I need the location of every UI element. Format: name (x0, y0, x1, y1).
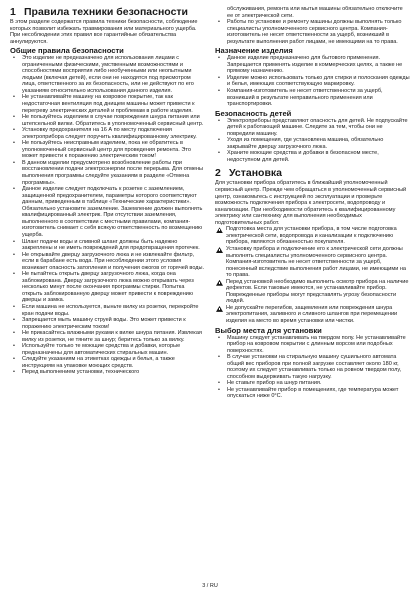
page-number: 3 / RU (202, 583, 218, 589)
right-column (215, 6, 410, 581)
list-item: • Это изделие не предназначено для использования лицами с ограниченными физическими, умственными возможностями и способностями восприятия либо необученными или неопытными людьми (включая детей), если они не находятся под присмотром лица, ответственного за их безопасность, или не действуют по его указаниям относительно использования данного изделия. (10, 55, 205, 94)
list-item: • Если машина не используется, выньте вилку из розетки, перекройте кран подачи воды. (10, 304, 205, 317)
list-item-continued: обслуживания, ремонта или мытья машины обязательно отключите ее от электрической сети. (227, 6, 403, 19)
section-1-title: 1 Правила техники безопасности (10, 6, 189, 18)
location-list (215, 335, 410, 400)
section-2-intro: Для установки прибора обратитесь в ближайший уполномоченный сервисный центр. Прежде чем обращаться в уполномоченный сервисный центр, ознакомьтесь с инструкцией по эксплуатации и проверьте возможность подключения прибора к электросети, водопроводу и канализации. При необходимости обратитесь к квалифицированному электрику или сантехнику для выполнения необходимых подготовительных работ. (215, 180, 407, 226)
list-item: • Машину следует устанавливать на твердом полу. Не устанавливайте прибор на ковровом покрытии с длинным ворсом или подобных поверхностях. (215, 335, 410, 355)
installation-note: Установку прибора и подключение его к электрической сети должны выполнять специалисты уполномоченного сервисного центра. Компания-изготовитель не несет ответственности за ущерб, понесенный вследствие выполнения работ лицами, не имеющими на то права. (215, 246, 410, 279)
general-safety-list (10, 55, 205, 376)
list-item: • В данном изделии предусмотрено возобновление работы при восстановлении подачи электроэнергии после перерыва. Для отмены выполнения программы следуйте указаниям в разделе «Отмена программы». (10, 160, 205, 186)
warning-icon (216, 280, 223, 286)
list-item: • Данное изделие следует подключать к розетке с заземлением, защищенной предохранителем, параметры которого соответствуют данным, приведенным в таблице «Технические характеристики». Обязательно установите заземление. Заземление должен выполнять квалифицированный электрик. При отсутствии заземления, выполненного в соответствии с местными правилами, компания-изготовитель снимает с себя всякую ответственность по возмещению ущерба. (10, 186, 205, 238)
list-item: • Следуйте указаниям на этикетках одежды и белья, а также инструкциям на упаковке моющих средств. (10, 356, 205, 369)
list-item: • Установку предохранителя на 16 А по месту подключения электроприбора следует поручить квалифицированному электрику. (10, 127, 205, 140)
list-item: • Не прикасайтесь влажными руками к вилке шнура питания. Извлекая вилку из розетки, не тяните за шнур; беритесь только за вилку. (10, 330, 205, 343)
list-item: • Не устанавливайте машину на ковровое покрытие, так как недостаточная вентиляция под днищем машины может привести к перегреву электрических деталей и проблемам в работе изделия. (10, 94, 205, 114)
list-item: • Не открывайте дверцу загрузочного люка и не извлекайте фильтр, если в барабане есть вода. При несоблюдении этого условия возникает опасность затопления и получения ожогов от горячей воды. (10, 252, 205, 272)
location-heading: Выбор места для установки (215, 325, 322, 335)
list-item: • Электроприборы представляют опасность для детей. Не подпускайте детей к работающей машине. Следите за тем, чтобы они не повредили машину. (215, 118, 410, 138)
purpose-list (215, 55, 410, 107)
child-safety-heading: Безопасность детей (215, 108, 292, 118)
list-item: • Не устанавливайте прибор в помещениях, где температура может опускаться ниже 0°C. (215, 387, 410, 400)
general-safety-heading: Общие правила безопасности (10, 46, 124, 56)
purpose-heading: Назначение изделия (215, 46, 293, 56)
list-item: • Не пытайтесь открыть дверцу загрузочного люка, когда она заблокирована. Дверцу загрузочного люка можно открывать через несколько минут после окончания программы стирки. Попытка открыть заблокированную дверцу может привести к повреждению дверцы и замка. (10, 271, 205, 304)
list-item: • В случае установки на стиральную машину сушильного автомата общий вес приборов при полной загрузке составляет около 180 кг, поэтому их следует устанавливать только на ровном твердом полу, способном выдерживать такую нагрузку. (215, 354, 410, 380)
section-2-title: 2 Установка (215, 167, 282, 180)
section-1-intro: В этом разделе содержатся правила техники безопасности, соблюдение которых позволит избежать травмирования или материального ущерба. При несоблюдении этих правил все гарантийные обязательства аннулируются. (10, 19, 198, 45)
warning-icon (216, 247, 223, 253)
list-item: • Запрещается мыть машину струей воды. Это может привести к поражению электрическим током! (10, 317, 205, 330)
child-safety-list (215, 118, 410, 164)
list-item: • Не пользуйтесь изделием в случае повреждения шнура питания или штепсельной вилки. Обратитесь в уполномоченный сервисный центр. (10, 114, 205, 127)
installation-note: Подготовка места для установки прибора, в том числе подготовка электрической сети, водопровода и канализации к подключению прибора, являются обязанностью покупателя. (215, 226, 410, 246)
list-item: • Перед выполнением установки, технического (10, 369, 205, 376)
list-item: • Уходя из помещения, где установлена машина, обязательно закрывайте дверцу загрузочного люка. (215, 137, 410, 150)
list-item: • Работы по установке и ремонту машины должны выполнять только специалисты уполномоченного сервисного центра. Компания-изготовитель не несет ответственности за ущерб, возникший в результате выполнения работ лицами, не имеющими на то права. (215, 19, 410, 45)
list-item: • Компания-изготовитель не несет ответственности за ущерб, возникший в результате неправильного применения или транспортировки. (215, 88, 410, 108)
left-column (10, 6, 205, 581)
list-item: • Не ставьте прибор на шнур питания. (215, 380, 410, 387)
list-item: • Используйте только те моющие средства и добавки, которые предназначены для автоматических стиральных машин. (10, 343, 205, 356)
installation-note: Перед установкой необходимо выполнить осмотр прибора на наличие дефектов. Если таковые имеются, не устанавливайте прибор. Поврежденные приборы могут представлять угрозу безопасности людей. (215, 279, 410, 305)
list-item: • Изделие можно использовать только для стирки и полоскания одежды и белья, имеющих соответствующую маркировку. (215, 75, 410, 88)
list-item: • Данное изделие предназначено для бытового применения. Запрещается применять изделие в коммерческих целях, а также не прямому назначению. (215, 55, 410, 75)
warning-icon (216, 227, 223, 233)
list-item: • Не пользуйтесь неисправным изделием, пока не обратитесь в уполномоченный сервисный центр для проведения ремонта. Это может привести к поражению электрическим током! (10, 140, 205, 160)
list-item: • Шланг подачи воды и сливной шланг должны быть надежно закреплены и не иметь повреждений для предотвращения протечек. (10, 239, 205, 252)
installation-note: Не допускайте перегибов, защемления или повреждения шнура электропитания, заливного и сливного шлангов при перемещении изделия на место во время установки или чистки. (215, 305, 410, 325)
warning-icon (216, 306, 223, 312)
list-item: • Храните моющие средства и добавки в безопасном месте, недоступном для детей. (215, 150, 410, 163)
page-columns (10, 6, 410, 581)
continued-list (215, 6, 410, 45)
